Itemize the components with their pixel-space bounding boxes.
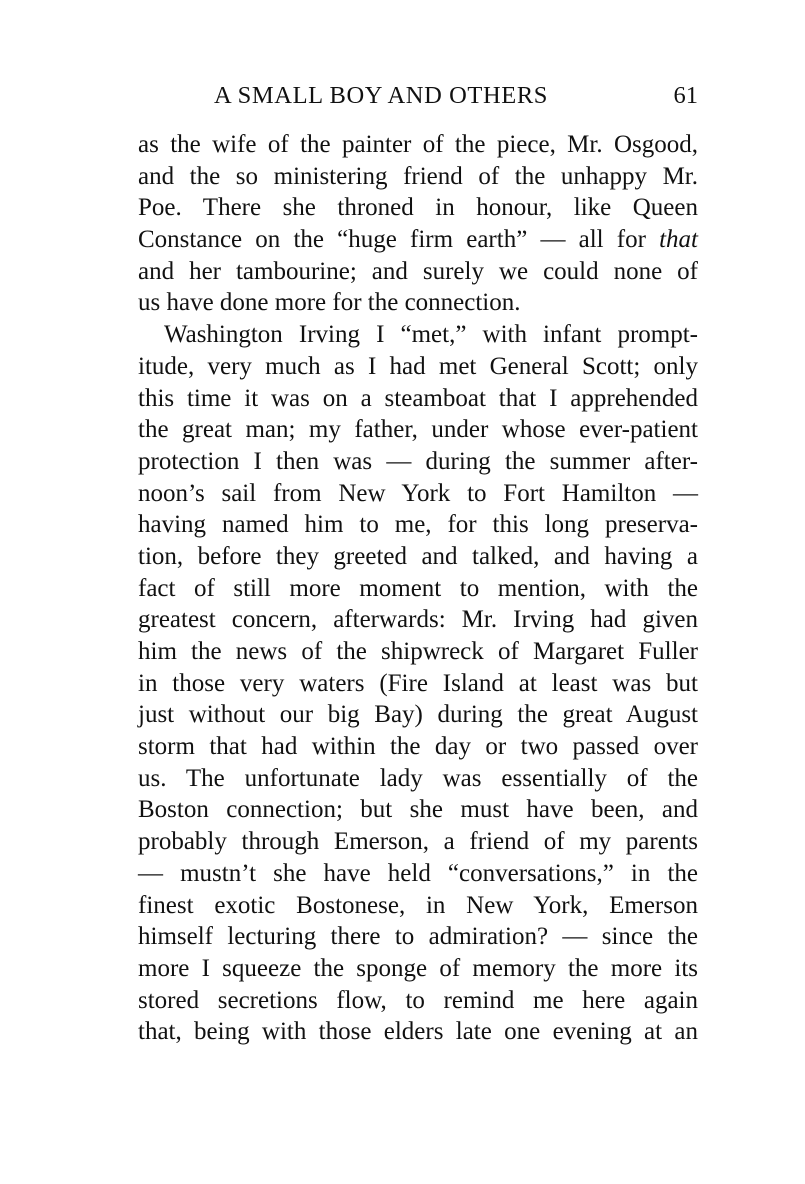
text-line (138, 1016, 698, 1048)
text-line (138, 573, 698, 605)
running-header (138, 82, 698, 118)
text-line (138, 161, 698, 193)
text-line (138, 763, 698, 795)
page-number: 61 (673, 82, 698, 109)
text-line (138, 319, 698, 351)
text-line (138, 890, 698, 922)
text-line (138, 636, 698, 668)
text-line (138, 129, 698, 161)
text-line (138, 224, 698, 256)
line-text: stored secretions flow, to remind me here again (138, 986, 698, 1014)
text-line (138, 478, 698, 510)
line-text: — mustn’t she have held “conversations,” in the (138, 859, 698, 887)
line-text: as the wife of the painter of the piece, Mr. Osgood, (138, 131, 698, 158)
line-text: him the news of the shipwreck of Margaret Fuller (138, 638, 698, 665)
text-line (138, 414, 698, 446)
line-text: this time it was on a steamboat that I apprehended (138, 384, 698, 412)
body-text (138, 129, 698, 1048)
italic-word: that (659, 226, 698, 254)
line-text: fact of still more moment to mention, with the (138, 574, 698, 602)
text-line (138, 383, 698, 415)
line-text: having named him to me, for this long preserva- (138, 511, 698, 539)
line-text: storm that had within the day or two passed over (138, 733, 698, 761)
line-text: finest exotic Bostonese, in New York, Emerson (138, 891, 698, 919)
text-line (138, 731, 698, 763)
line-text: protection I then was — during the summer after- (138, 447, 698, 475)
text-line (138, 699, 698, 731)
text-line (138, 604, 698, 636)
line-text: us have done more for the connection. (138, 289, 521, 317)
line-text: Washington Irving I “met,” with infant prompt- (164, 321, 698, 349)
line-text: in those very waters (Fire Island at least was but (138, 669, 698, 697)
running-title: A SMALL BOY AND OTHERS (214, 82, 548, 109)
text-line (138, 509, 698, 541)
text-line (138, 446, 698, 478)
line-text: that, being with those elders late one evening at an (138, 1018, 698, 1046)
text-line (138, 192, 698, 224)
line-text: just without our big Bay) during the great August (138, 701, 698, 729)
line-text: tion, before they greeted and talked, and having a (138, 542, 698, 570)
text-line (138, 351, 698, 383)
line-text: us. The unfortunate lady was essentially of the (138, 764, 698, 792)
text-line (138, 287, 698, 319)
line-text: the great man; my father, under whose ever-patient (138, 416, 698, 444)
line-text: Boston connection; but she must have been, and (138, 796, 698, 824)
line-text: itude, very much as I had met General Scott; only (138, 352, 698, 380)
text-line (138, 985, 698, 1017)
line-text: noon’s sail from New York to Fort Hamilton — (138, 479, 698, 507)
text-line (138, 953, 698, 985)
text-line (138, 826, 698, 858)
line-text: Constance on the “huge firm earth” — all for (138, 226, 660, 254)
line-text: himself lecturing there to admiration? — since the (138, 923, 698, 951)
text-line (138, 256, 698, 288)
text-line (138, 668, 698, 700)
text-line (138, 921, 698, 953)
line-text: probably through Emerson, a friend of my parents (138, 828, 698, 856)
line-text: and her tambourine; and surely we could none of (138, 257, 698, 285)
line-text: greatest concern, afterwards: Mr. Irving had given (138, 606, 698, 634)
line-text: more I squeeze the sponge of memory the more its (138, 954, 698, 982)
text-line (138, 858, 698, 890)
text-line (138, 794, 698, 826)
line-text: and the so ministering friend of the unhappy Mr. (138, 162, 698, 190)
line-text: Poe. There she throned in honour, like Queen (138, 194, 698, 222)
text-line (138, 541, 698, 573)
